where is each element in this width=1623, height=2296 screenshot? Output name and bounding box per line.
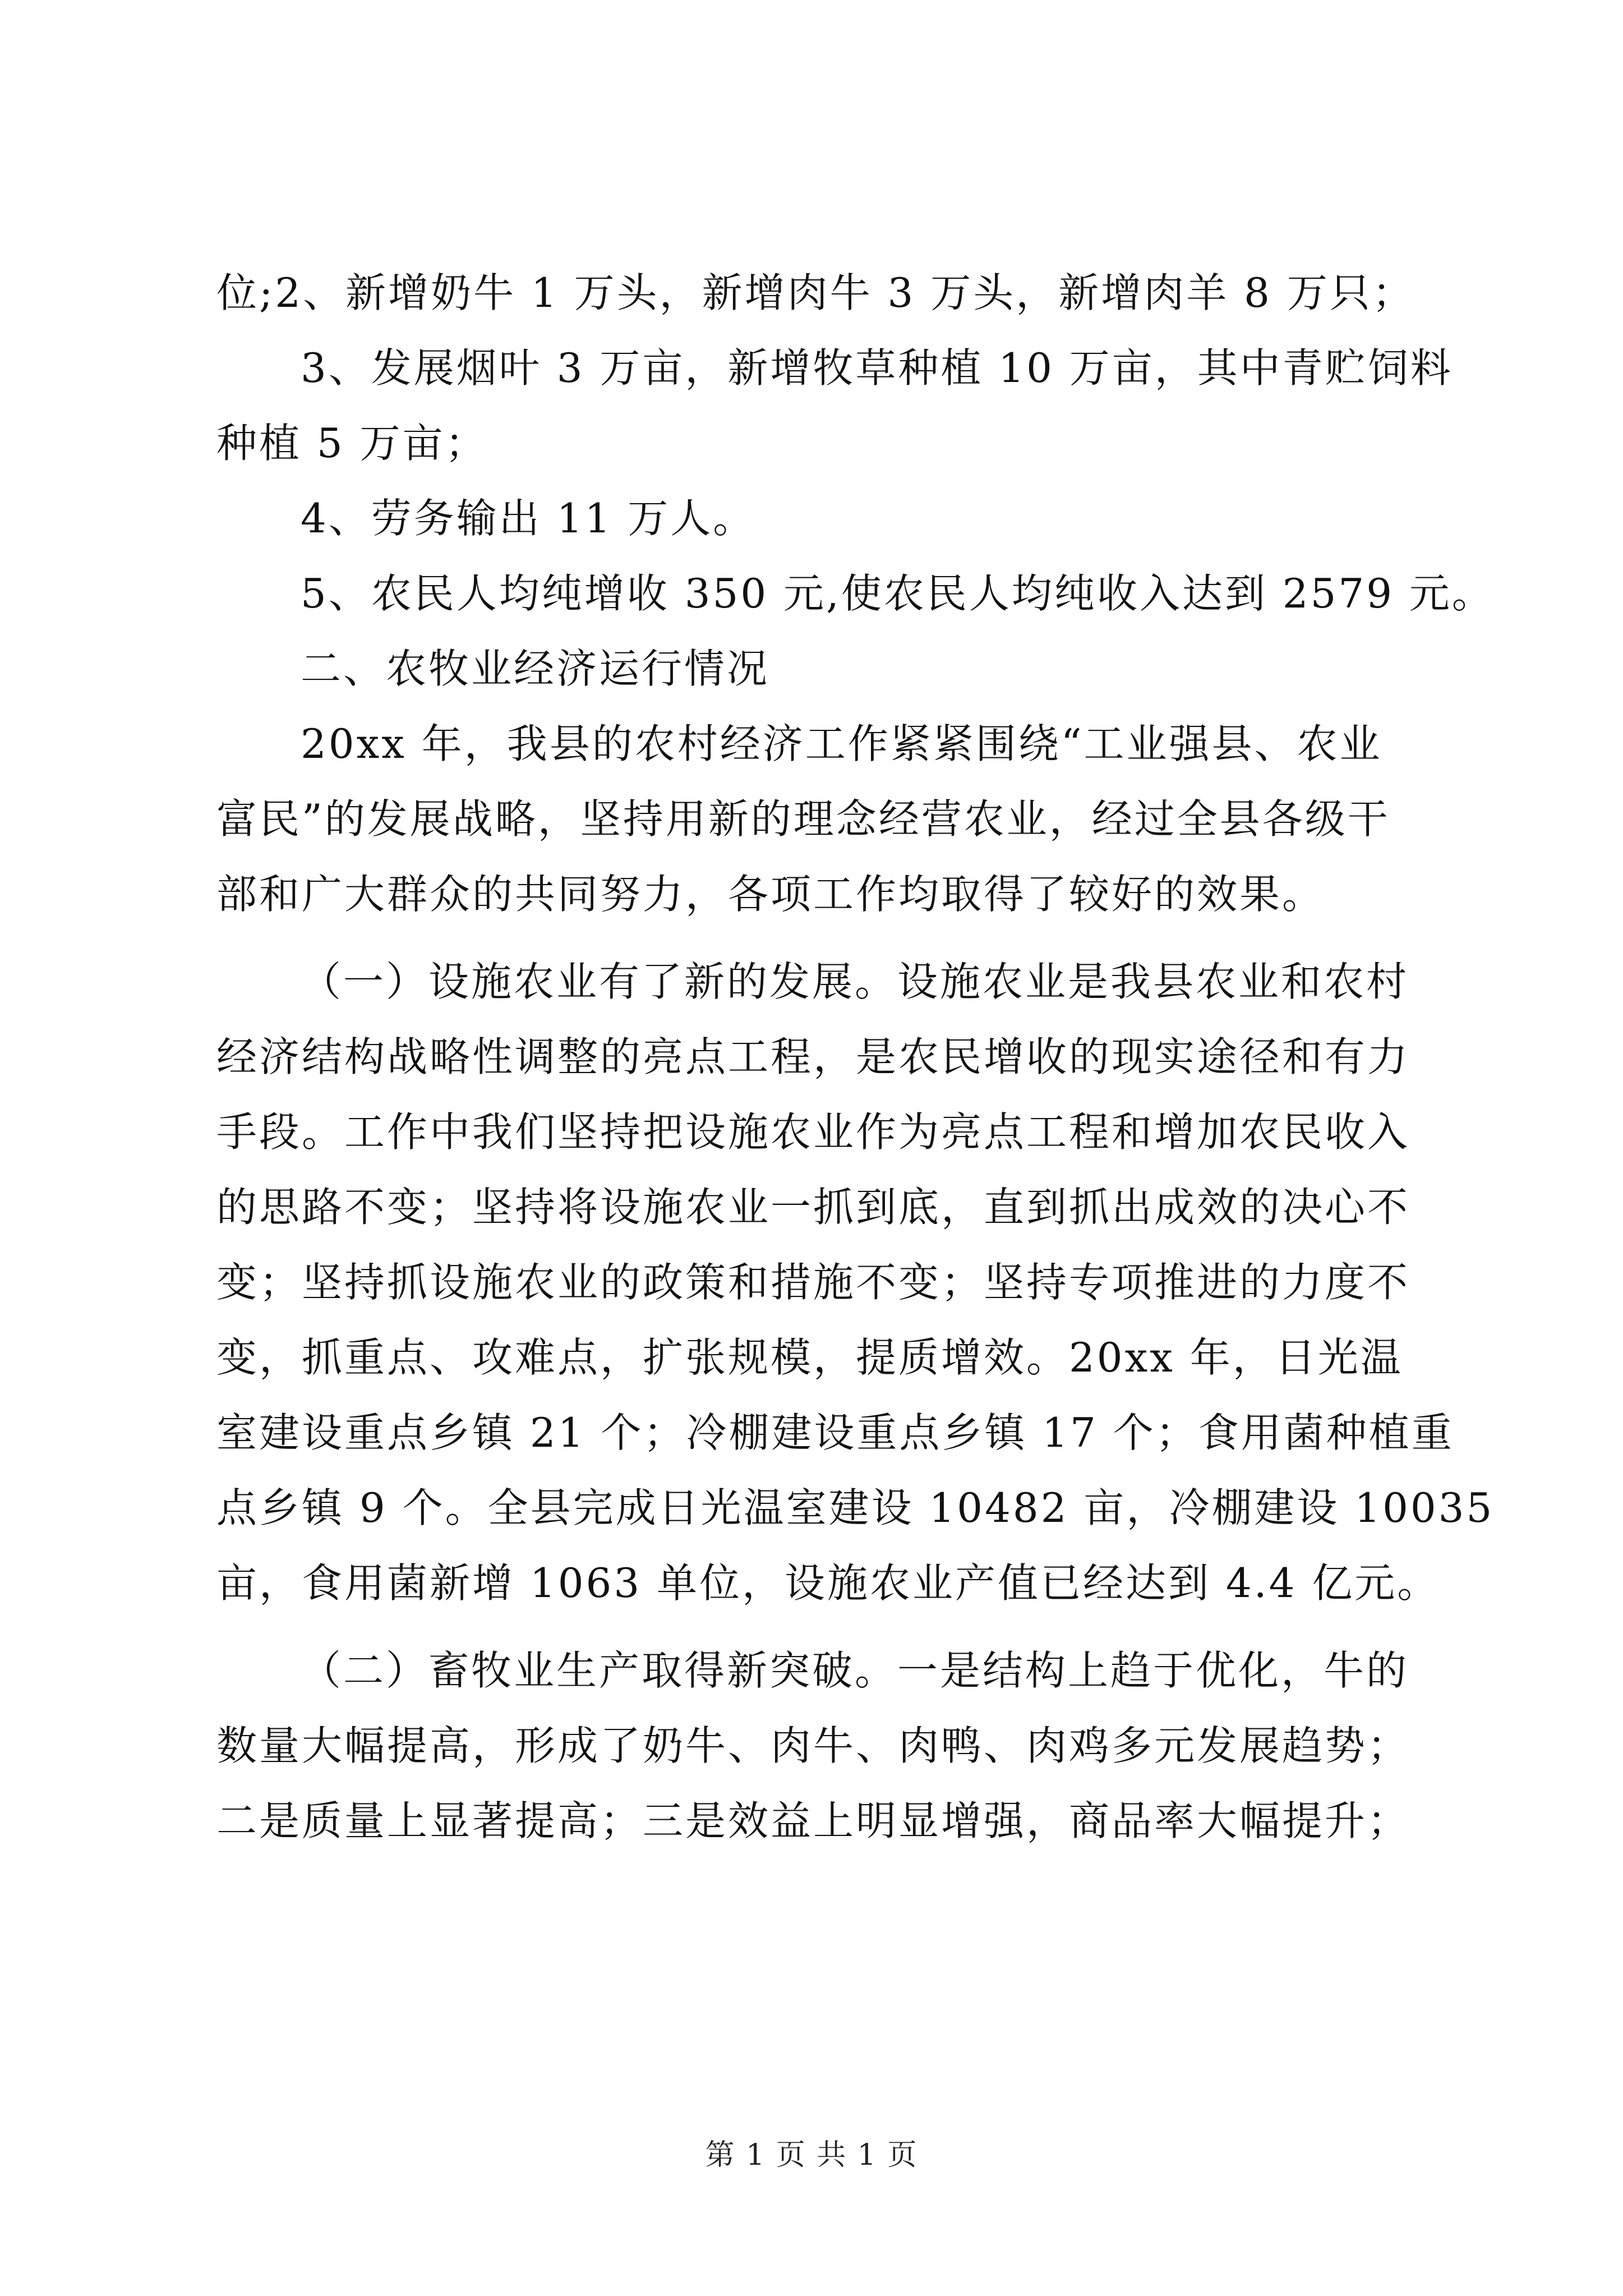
text-line: 变；坚持抓设施农业的政策和措施不变；坚持专项推进的力度不 [216,1259,1410,1306]
page-footer: 第 1 页 共 1 页 [705,2138,918,2172]
text-line: 4、劳务输出 11 万人。 [301,495,756,542]
text-line: 点乡镇 9 个。全县完成日光温室建设 10482 亩，冷棚建设 10035 [216,1484,1495,1531]
text-line: 二是质量上显著提高；三是效益上明显增强，商品率大幅提升； [216,1797,1410,1844]
text-line: 室建设重点乡镇 21 个；冷棚建设重点乡镇 17 个；食用菌种植重 [216,1409,1454,1456]
text-line: 20xx 年，我县的农村经济工作紧紧围绕“工业强县、农业 [301,720,1382,767]
text-line: 手段。工作中我们坚持把设施农业作为亮点工程和增加农民收入 [216,1108,1410,1156]
subsection-line: （二）畜牧业生产取得新突破。一是结构上趋于优化，牛的 [301,1647,1409,1694]
text-line: 的思路不变；坚持将设施农业一抓到底，直到抓出成效的决心不 [216,1184,1410,1231]
text-line: 种植 5 万亩； [216,420,488,467]
text-line: 位;2、新增奶牛 1 万头，新增肉牛 3 万头，新增肉羊 8 万只； [216,269,1415,316]
text-line: 5、农民人均纯增收 350 元,使农民人均纯收入达到 2579 元。 [301,570,1495,617]
document-body [216,255,1495,1858]
section-heading: 二、农牧业经济运行情况 [301,645,770,692]
text-line: 亩，食用菌新增 1063 单位，设施农业产值已经达到 4.4 亿元。 [216,1559,1440,1607]
text-line: 3、发展烟叶 3 万亩，新增牧草种植 10 万亩，其中青贮饲料 [301,344,1453,392]
text-line: 富民”的发展战略，坚持用新的理念经营农业，经过全县各级干 [216,795,1390,843]
text-line: 部和广大群众的共同努力，各项工作均取得了较好的效果。 [216,871,1325,918]
text-line: 变，抓重点、攻难点，扩张规模，提质增效。20xx 年，日光温 [216,1334,1403,1381]
text-line: 数量大幅提高，形成了奶牛、肉牛、肉鸭、肉鸡多元发展趋势； [216,1722,1410,1769]
subsection-line: （一）设施农业有了新的发展。设施农业是我县农业和农村 [301,958,1409,1005]
text-line: 经济结构战略性调整的亮点工程，是农民增收的现实途径和有力 [216,1033,1410,1080]
